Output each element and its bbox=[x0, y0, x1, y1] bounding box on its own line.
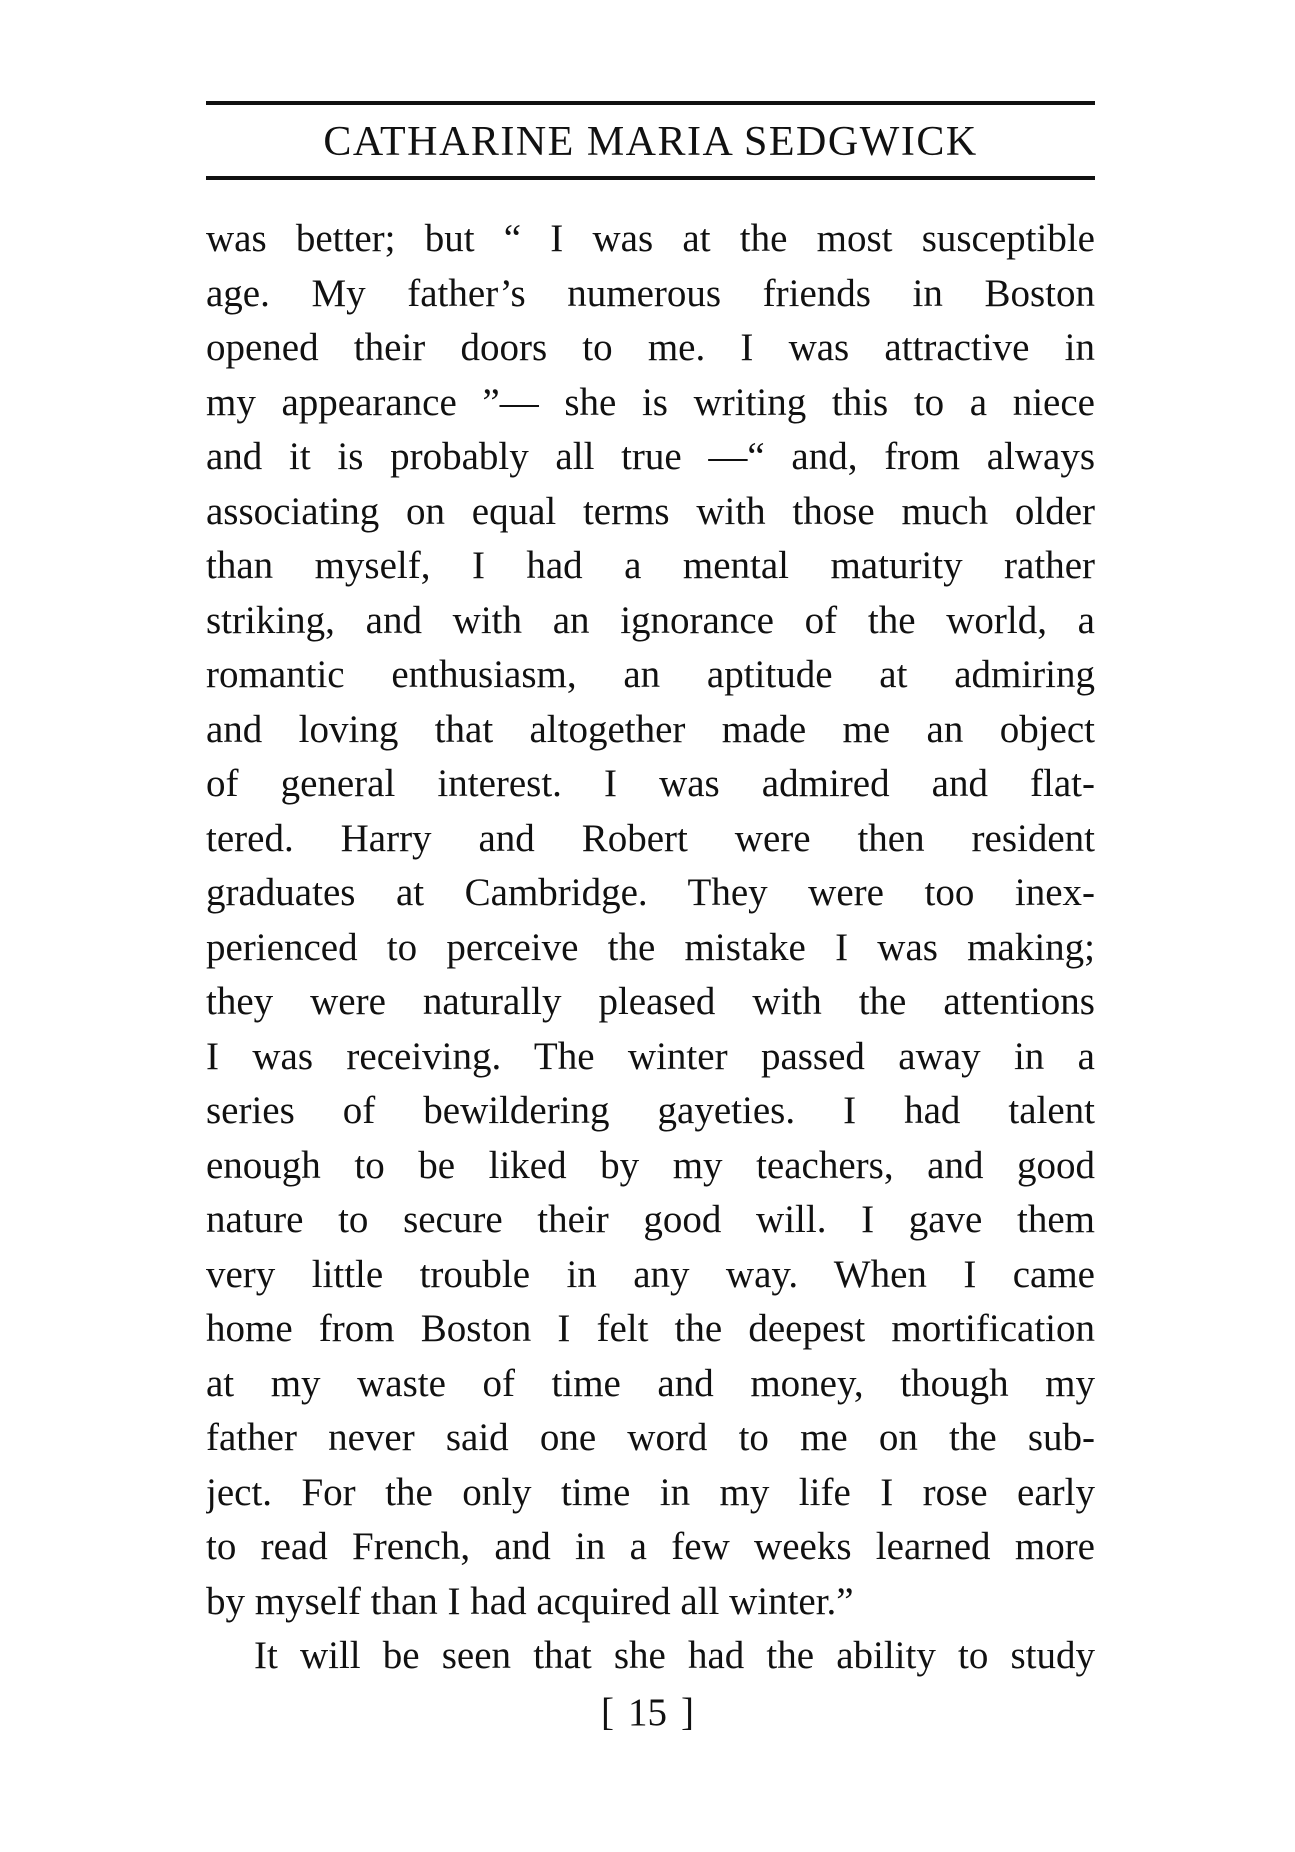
text-line: romantic enthusiasm, an aptitude at admiring bbox=[206, 653, 1095, 696]
text-line: to read French, and in a few weeks learned more bbox=[206, 1525, 1095, 1568]
text-line: my appearance ”— she is writing this to a niece bbox=[206, 380, 1095, 424]
text-line: perienced to perceive the mistake I was making; bbox=[206, 925, 1095, 969]
top-rule bbox=[206, 101, 1095, 105]
text-line: home from Boston I felt the deepest mortification bbox=[206, 1307, 1095, 1350]
text-line: was better; but “ I was at the most susceptible bbox=[206, 217, 1095, 260]
text-line: they were naturally pleased with the attentions bbox=[206, 980, 1095, 1023]
text-line: age. My father’s numerous friends in Boston bbox=[206, 271, 1095, 315]
running-head: CATHARINE MARIA SEDGWICK bbox=[323, 119, 978, 165]
text-line: than myself, I had a mental maturity rather bbox=[206, 544, 1095, 587]
text-line: striking, and with an ignorance of the world, a bbox=[206, 598, 1095, 642]
text-line-paragraph-start: It will be seen that she had the ability to study bbox=[254, 1634, 1095, 1677]
text-line: and it is probably all true —“ and, from always bbox=[206, 435, 1095, 478]
folio-open-bracket: [ bbox=[601, 1691, 614, 1734]
text-line: very little trouble in any way. When I came bbox=[206, 1252, 1095, 1296]
body-text bbox=[206, 212, 1095, 1684]
text-line: tered. Harry and Robert were then resident bbox=[206, 816, 1095, 860]
text-line: I was receiving. The winter passed away in a bbox=[206, 1034, 1095, 1078]
text-line: father never said one word to me on the sub- bbox=[206, 1416, 1095, 1459]
text-line: associating on equal terms with those much older bbox=[206, 489, 1095, 533]
text-line: at my waste of time and money, though my bbox=[206, 1361, 1095, 1405]
page-number: 15 bbox=[628, 1691, 667, 1734]
page-number-footer bbox=[0, 1688, 1295, 1738]
text-line: nature to secure their good will. I gave them bbox=[206, 1198, 1095, 1241]
text-line: enough to be liked by my teachers, and good bbox=[206, 1143, 1095, 1187]
text-line: ject. For the only time in my life I rose early bbox=[206, 1470, 1095, 1514]
text-line-paragraph-end: by myself than I had acquired all winter.” bbox=[206, 1579, 854, 1623]
text-line: and loving that altogether made me an object bbox=[206, 707, 1095, 751]
text-line: opened their doors to me. I was attractive in bbox=[206, 326, 1095, 369]
text-line: of general interest. I was admired and flat- bbox=[206, 762, 1095, 805]
bottom-rule bbox=[206, 176, 1095, 180]
folio-close-bracket: ] bbox=[681, 1691, 694, 1734]
text-line: graduates at Cambridge. They were too inex- bbox=[206, 871, 1095, 914]
text-line: series of bewildering gayeties. I had talent bbox=[206, 1089, 1095, 1132]
